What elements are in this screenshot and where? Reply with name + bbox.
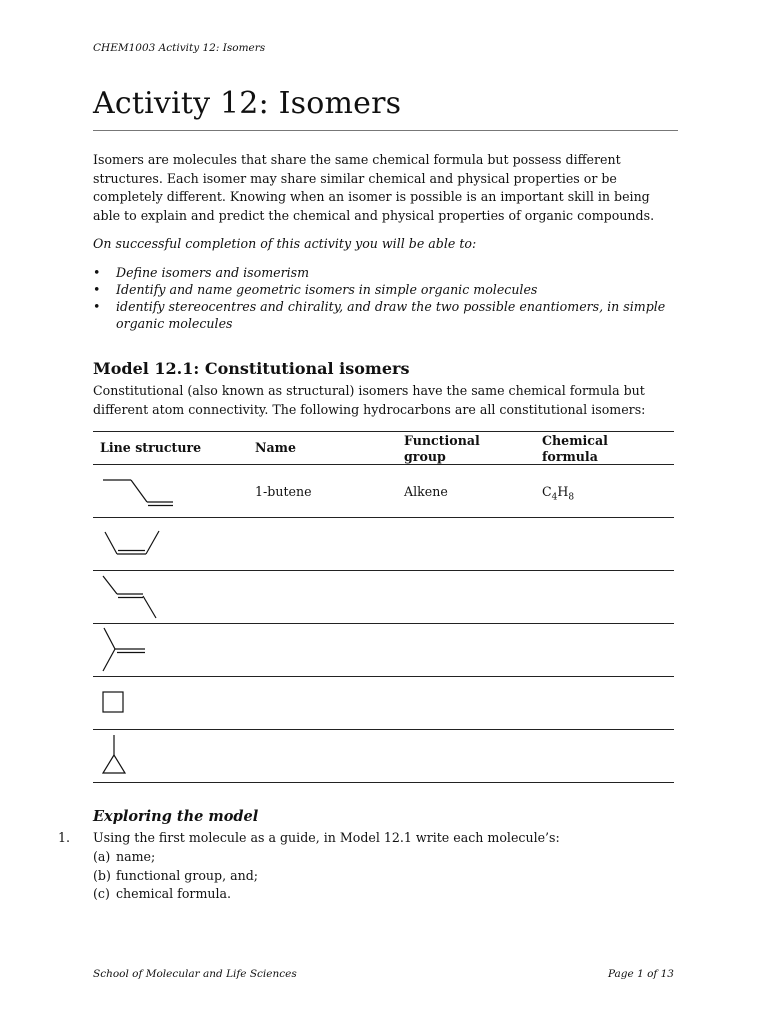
- learning-outcomes-lead: On successful completion of this activity you will be able to:: [93, 236, 477, 251]
- question-part-text: functional group, and;: [116, 867, 259, 883]
- formula-carbon-count: 4: [551, 492, 558, 503]
- question-part-label: (a): [93, 849, 111, 864]
- table-row: [93, 730, 674, 783]
- row-chemical-formula: [542, 484, 574, 503]
- model-heading: Model 12.1: Constitutional isomers: [93, 359, 410, 378]
- running-header: CHEM1003 Activity 12: Isomers: [93, 42, 266, 54]
- question-part: [93, 885, 258, 904]
- intro-paragraph: Isomers are molecules that share the same chemical formula but possess different structures. Each isomer may share similar chemical and physical properties or be completely different. Knowing when an isomer is possible is an important skill in being able to explain and predict the chemical and physical properties of organic compounds.: [93, 152, 655, 223]
- table-row: [93, 624, 674, 677]
- col-header-name: Name: [255, 440, 297, 455]
- line-structure-drawing: [93, 465, 213, 517]
- learning-outcome: • Define isomers and isomerism: [93, 264, 683, 281]
- footer-school: School of Molecular and Life Sciences: [93, 968, 297, 980]
- row-functional-group: Alkene: [404, 484, 448, 499]
- learning-outcome: • identify stereocentres and chirality, and draw the two possible enantiomers, in simple organic molecules: [93, 298, 683, 332]
- table-row: [93, 465, 674, 518]
- question-part-text: chemical formula.: [116, 886, 232, 901]
- question-part-text: name;: [116, 849, 156, 864]
- col-header-line-structure: Line structure: [100, 440, 202, 455]
- title-divider: [93, 130, 678, 131]
- formula-hydrogen-count: 8: [568, 492, 575, 503]
- formula-carbon: C: [542, 484, 552, 499]
- table-row: [93, 677, 674, 730]
- row-name: 1-butene: [255, 484, 312, 499]
- table-row: [93, 571, 674, 624]
- question-part: [93, 848, 258, 867]
- line-structure-drawing: [93, 571, 213, 623]
- line-structure-drawing: [93, 677, 213, 729]
- footer-page-number: Page 1 of 13: [607, 968, 674, 980]
- table-row: [93, 518, 674, 571]
- line-structure-drawing: [93, 624, 213, 676]
- learning-outcome: • Identify and name geometric isomers in simple organic molecules: [93, 281, 683, 298]
- line-structure-drawing: [93, 518, 213, 570]
- question-number: 1.: [58, 830, 71, 845]
- exploring-heading: Exploring the model: [93, 808, 259, 825]
- formula-hydrogen: H: [557, 484, 569, 499]
- isomers-table: [93, 431, 674, 783]
- learning-outcomes-list: [93, 264, 683, 332]
- question-parts-list: [93, 848, 258, 904]
- model-description: Constitutional (also known as structural) isomers have the same chemical formula but different atom connectivity. The following hydrocarbons are all constitutional isomers:: [93, 383, 646, 417]
- line-structure-drawing: [93, 730, 213, 782]
- question-part-label: (c): [93, 886, 110, 901]
- page-title: Activity 12: Isomers: [93, 86, 402, 121]
- col-header-chemical-formula: Chemical formula: [542, 433, 608, 464]
- col-header-functional-group: Functional group: [404, 433, 480, 464]
- question-part-label: (b): [93, 867, 111, 883]
- question-part: [93, 867, 258, 886]
- question-text: Using the first molecule as a guide, in Model 12.1 write each molecule’s:: [93, 830, 560, 845]
- table-header-row: [93, 431, 674, 465]
